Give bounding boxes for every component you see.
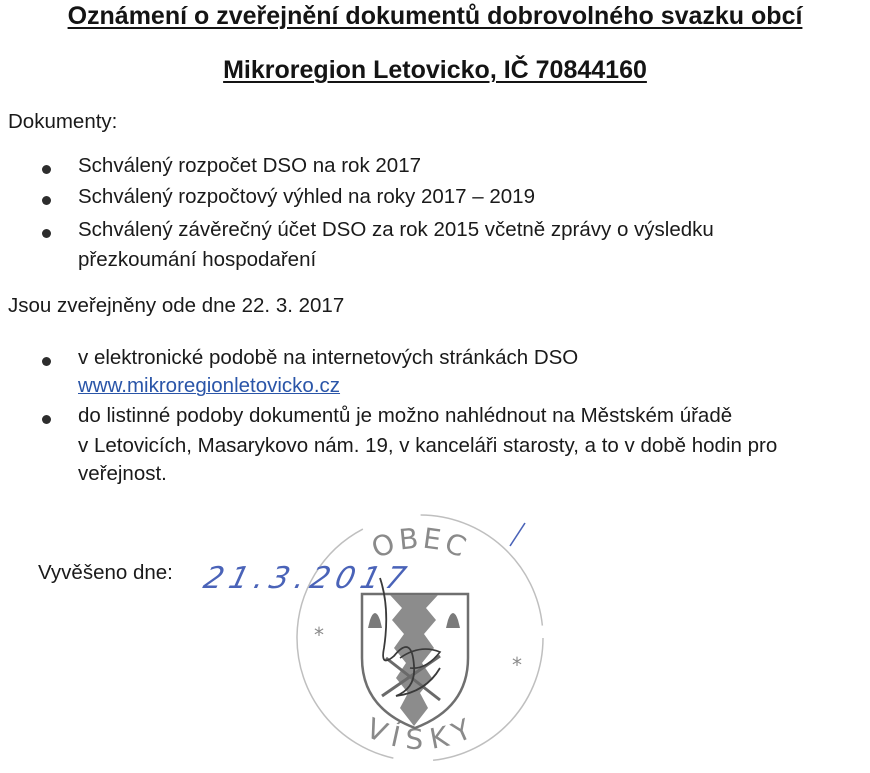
svg-text:*: * — [512, 653, 522, 677]
stamp-text-top: OBEC — [366, 521, 474, 566]
publication-item-electronic: v elektronické podobě na internetových stránkách DSO — [78, 346, 579, 369]
svg-text:*: * — [314, 623, 324, 647]
document-item-3: Schválený závěrečný účet DSO za rok 2015 včetně zprávy o výsledku — [78, 218, 714, 241]
stamp-text-bottom: VÍSKY — [361, 711, 479, 757]
documents-label: Dokumenty: — [8, 110, 118, 133]
handwritten-date-text: 21.3.2017 — [200, 561, 416, 596]
posted-label: Vyvěšeno dne: — [38, 561, 173, 584]
bullet-icon — [42, 229, 51, 238]
bullet-icon — [42, 165, 51, 174]
bullet-icon — [42, 196, 51, 205]
bullet-icon — [42, 357, 51, 366]
publication-date-line: Jsou zveřejněny ode dne 22. 3. 2017 — [8, 294, 345, 317]
publication-item-paper-end: veřejnost. — [78, 462, 167, 485]
bullet-icon — [42, 415, 51, 424]
publication-item-paper-continuation: v Letovicích, Masarykovo nám. 19, v kanceláři starosty, a to v době hodin pro — [78, 434, 778, 457]
document-item-3-continuation: přezkoumání hospodaření — [78, 248, 317, 271]
document-item-1: Schválený rozpočet DSO na rok 2017 — [78, 154, 421, 177]
title-line-1: Oznámení o zveřejnění dokumentů dobrovolného svazku obcí — [67, 2, 803, 30]
document-item-2: Schválený rozpočtový výhled na roky 2017 – 2019 — [78, 185, 535, 208]
signature-icon — [340, 518, 540, 718]
title-line-2: Mikroregion Letovicko, IČ 70844160 — [223, 56, 647, 84]
publication-item-paper: do listinné podoby dokumentů je možno nahlédnout na Městském úřadě — [78, 404, 733, 427]
website-link[interactable]: www.mikroregionletovicko.cz — [78, 374, 341, 397]
